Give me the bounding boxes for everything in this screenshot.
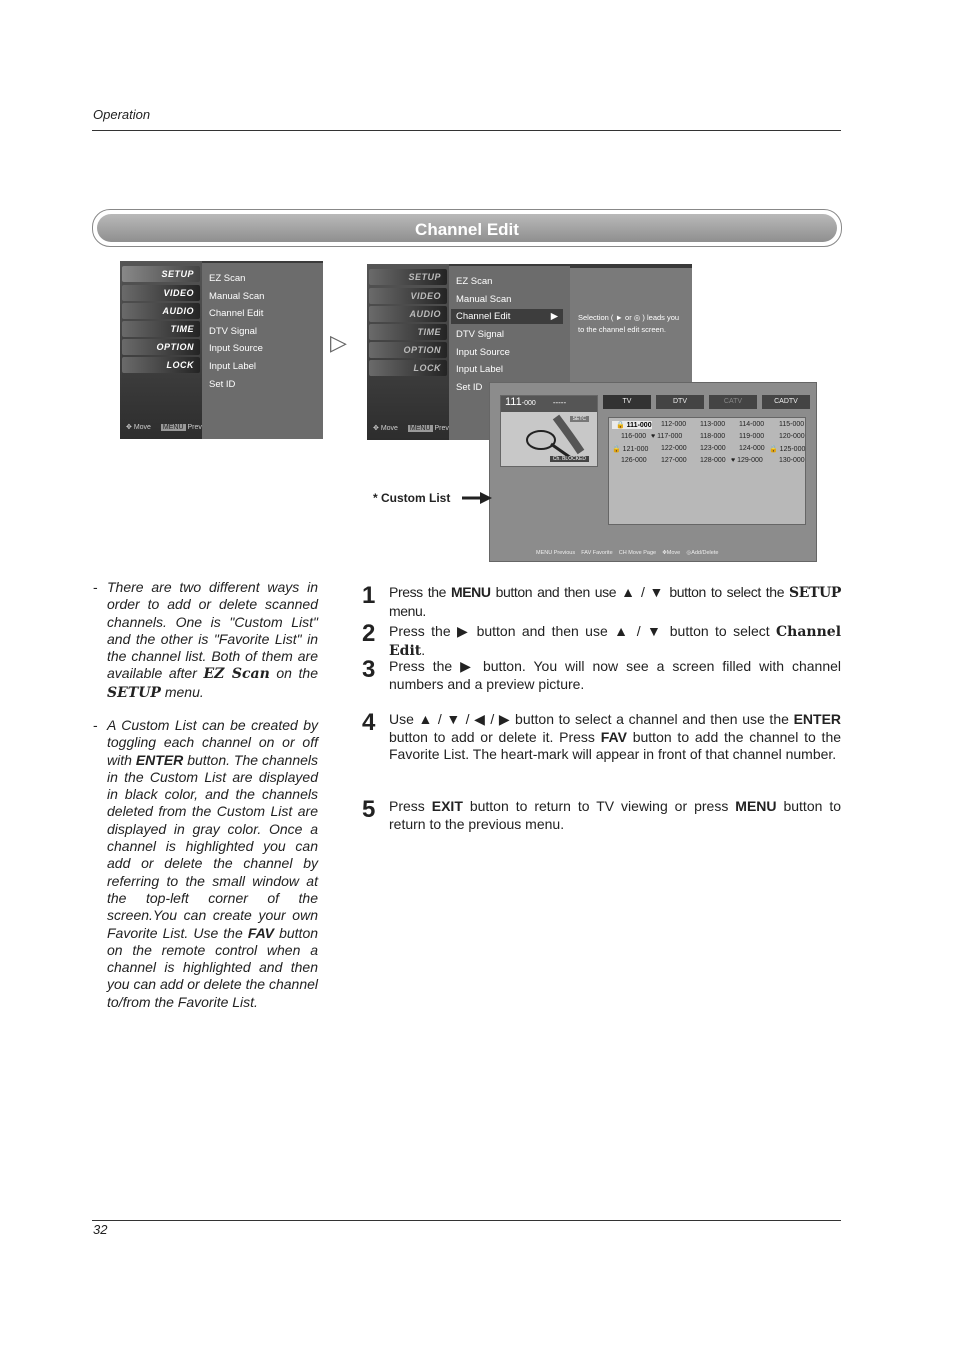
step-number: 1 [362, 582, 376, 609]
channel-cell[interactable]: 🔒 121-000 [612, 446, 649, 453]
lock-icon: 🔒 [769, 446, 780, 453]
tab-audio[interactable]: AUDIO [122, 303, 200, 319]
menu-item-manual-scan[interactable]: Manual Scan [456, 294, 512, 305]
tab-time[interactable]: TIME [369, 324, 447, 340]
menu-item-dtv-signal[interactable]: DTV Signal [456, 329, 505, 340]
note-1: - There are two different ways in order to add or delete scanned channels. One is "Custom List" and the other is "Favorite List" in the channel list. Both of them are available after EZ Scan on the SETUP menu. [93, 579, 319, 701]
menu-item-set-id[interactable]: Set ID [209, 379, 236, 390]
move-icon: ✥ [126, 424, 132, 431]
setup-menu-screen [120, 261, 323, 439]
pointer-arrow-icon [462, 492, 492, 504]
menu-item-manual-scan[interactable]: Manual Scan [209, 291, 265, 302]
section-label: Operation [93, 107, 151, 122]
section-banner [92, 209, 842, 247]
step-3-text: Press the ▶ button. You will now see a screen filled with channel numbers and a preview picture. [389, 658, 841, 692]
step-number: 3 [362, 656, 376, 683]
channel-cell[interactable]: 116-000 [621, 433, 647, 440]
menu-item-ez-scan[interactable]: EZ Scan [209, 273, 246, 284]
step-4-text: Use ▲ / ▼ / ◀ / ▶ button to select a channel and then use the ENTER button to add or delete it. Press FAV button to add the channel to the Favorite List. The heart-mark will appear in front of that channel number. [389, 711, 842, 762]
tab-dtv[interactable]: DTV [656, 395, 704, 409]
step-5-text: Press EXIT button to return to TV viewing or press MENU button to return to the previous menu. [389, 798, 842, 832]
page-number: 32 [93, 1222, 108, 1237]
grid-footer: MENU Previous FAV Favorite CH Move Page ✥Move ◎Add/Delete [536, 550, 719, 556]
tab-time[interactable]: TIME [122, 321, 200, 337]
menu-item-set-id[interactable]: Set ID [456, 382, 483, 393]
lock-icon: 🔒 [616, 422, 627, 429]
lock-icon: 🔒 [612, 446, 623, 453]
note-2: - A Custom List can be created by toggling each channel on or off with ENTER button. The channels in the Custom List are displayed in black color, and the channels deleted from the Custom List are displayed in gray color. Once a channel is highlighted you can add or delete the channel by referring to the small window at the top-left corner of the screen.You can create your own Favorite List. Use the FAV button on the remote control when a channel is highlighted and then you can add or delete the channel to/from the Favorite List. [93, 717, 319, 1010]
footer-rule [92, 1220, 841, 1221]
channel-cell[interactable]: 122-000 [661, 445, 687, 452]
menu-item-input-label[interactable]: Input Label [209, 361, 257, 372]
channel-cell[interactable]: 115-000 [779, 421, 805, 428]
header-rule [92, 130, 841, 131]
move-icon: ✥ [373, 425, 379, 432]
menu-item-input-source[interactable]: Input Source [209, 343, 263, 354]
heart-icon: ♥ [731, 457, 738, 464]
channel-cell[interactable]: 128-000 [700, 457, 726, 464]
step-1-text: Press the MENU button and then use ▲ / ▼ button to select the SETUP menu. [389, 584, 841, 619]
tab-setup[interactable]: SETUP [369, 269, 447, 285]
menu-tab-column [367, 264, 449, 440]
tab-cadtv[interactable]: CADTV [762, 395, 810, 409]
menu-item-channel-edit-selected[interactable]: Channel Edit ▶ [451, 309, 563, 324]
menu-item-input-label[interactable]: Input Label [456, 364, 504, 375]
tab-video[interactable]: VIDEO [122, 285, 200, 301]
menu-footer: ✥ Move MENU Prev [126, 424, 202, 431]
channel-cell-selected[interactable]: 🔒 111-000 [612, 421, 652, 429]
tab-audio[interactable]: AUDIO [369, 306, 447, 322]
next-arrow-icon: ▷ [330, 330, 347, 355]
tab-video[interactable]: VIDEO [369, 288, 447, 304]
menu-item-channel-edit[interactable]: Channel Edit [209, 308, 264, 319]
menu-item-dtv-signal[interactable]: DTV Signal [209, 326, 258, 337]
step-2-text: Press the ▶ button and then use ▲ / ▼ button to select Channel Edit. [389, 623, 842, 659]
channel-cell[interactable]: 🔒 125-000 [769, 446, 806, 453]
channel-cell[interactable]: 119-000 [739, 433, 765, 440]
channel-cell[interactable]: 127-000 [661, 457, 687, 464]
channel-table [608, 417, 806, 525]
channel-cell[interactable]: 130-000 [779, 457, 805, 464]
tab-option[interactable]: OPTION [122, 339, 200, 355]
blocked-badge: Ch. BLOCKED [550, 456, 589, 462]
right-arrow-icon: ▶ [550, 311, 558, 322]
channel-edit-screen [489, 382, 817, 562]
setup-menu-list [202, 263, 323, 439]
channel-cell[interactable]: 126-000 [621, 457, 647, 464]
channel-cell[interactable]: 120-000 [779, 433, 805, 440]
banner-title: Channel Edit [415, 220, 519, 239]
menu-hint-text: Selection ( ► or ◎ ) leads you to the channel edit screen. [578, 313, 680, 334]
preview-channel: 111 [505, 396, 522, 408]
tab-lock[interactable]: LOCK [369, 360, 447, 376]
channel-cell[interactable]: ♥ 117-000 [651, 433, 683, 440]
custom-list-label: * Custom List [373, 491, 451, 505]
heart-icon: ♥ [651, 433, 658, 440]
channel-cell[interactable]: 112-000 [661, 421, 687, 428]
channel-cell[interactable]: 113-000 [700, 421, 726, 428]
step-number: 2 [362, 620, 376, 647]
menu-item-input-source[interactable]: Input Source [456, 347, 510, 358]
menu-item-ez-scan[interactable]: EZ Scan [456, 276, 493, 287]
enter-icon: ◎ [686, 550, 692, 556]
channel-cell[interactable]: ♥ 129-000 [731, 457, 763, 464]
channel-cell[interactable]: 124-000 [739, 445, 765, 452]
tab-catv[interactable]: CATV [709, 395, 757, 409]
channel-cell[interactable]: 118-000 [700, 433, 726, 440]
menu-tab-column [120, 261, 202, 439]
tab-lock[interactable]: LOCK [122, 357, 200, 373]
step-number: 4 [362, 709, 376, 736]
preview-window: 111-000 ----- SETC Ch. BLOCKED [500, 395, 598, 467]
move-icon: ✥ [662, 550, 667, 556]
tab-setup[interactable]: SETUP [122, 266, 200, 282]
tab-tv[interactable]: TV [603, 395, 651, 409]
channel-cell[interactable]: 114-000 [739, 421, 765, 428]
band-tabs [603, 395, 811, 409]
tab-option[interactable]: OPTION [369, 342, 447, 358]
menu-footer: ✥ Move MENU Prev [373, 425, 449, 432]
channel-cell[interactable]: 123-000 [700, 445, 726, 452]
step-number: 5 [362, 796, 376, 823]
